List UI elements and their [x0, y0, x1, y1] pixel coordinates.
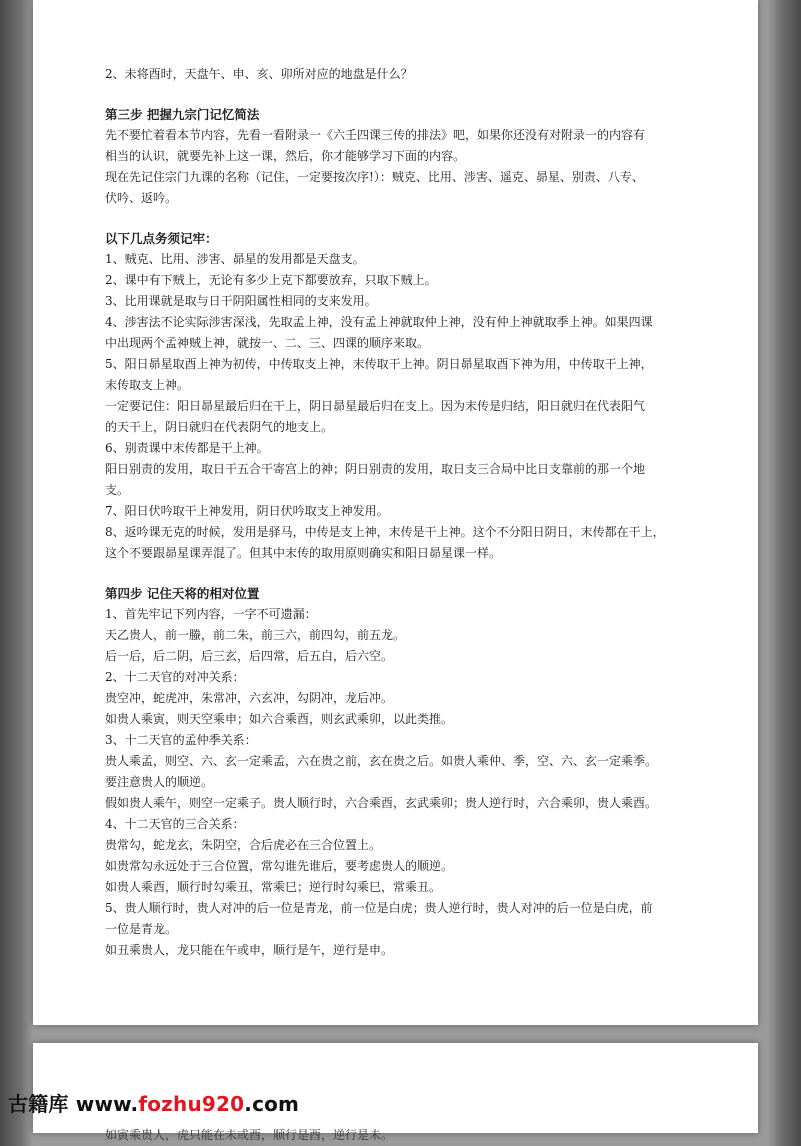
text-line: 相当的认识，就要先补上这一课，然后，你才能够学习下面的内容。 [105, 149, 466, 163]
page-content [105, 64, 695, 961]
text-line: 4、十二天官的三合关系： [105, 817, 245, 831]
url-suffix: .com [244, 1092, 300, 1116]
text-line: 要注意贵人的顺逆。 [105, 775, 214, 789]
step3-heading: 第三步 把握九宗门记忆简法 [105, 107, 260, 122]
text-line: 5、阳日昴星取酉上神为初传，中传取支上神，末传取干上神。阴日昴星取酉下神为用，中传取干上神， [105, 357, 653, 371]
text-line: 2、课中有下贼上，无论有多少上克下都要放弃，只取下贼上。 [105, 273, 437, 287]
step4-body [105, 604, 695, 961]
text-line: 中出现两个孟神贼上神，就按一、二、三、四课的顺序来取。 [105, 336, 430, 350]
text-line: 贵空冲，蛇虎冲，朱常冲，六玄冲，勾阴冲，龙后冲。 [105, 691, 394, 705]
url-accent: fozhu920 [138, 1092, 245, 1116]
text-line: 1、首先牢记下列内容，一字不可遗漏： [105, 607, 317, 621]
text-line: 7、阳日伏吟取干上神发用，阴日伏吟取支上神发用。 [105, 504, 389, 518]
watermark-brand: 古籍库 [8, 1092, 69, 1116]
text-line: 的天干上，阴日就归在代表阴气的地支上。 [105, 420, 334, 434]
text-line: 如贵常勾永远处于三合位置，常勾谁先谁后，要考虑贵人的顺逆。 [105, 859, 454, 873]
text-line: 伏吟、返吟。 [105, 191, 178, 205]
text-line: 贵人乘孟，则空、六、玄一定乘孟，六在贵之前，玄在贵之后。如贵人乘仲、季，空、六、玄一定乘季。 [105, 754, 658, 768]
text-line: 支。 [105, 483, 130, 497]
points-body [105, 249, 695, 564]
text-line: 先不要忙着看本节内容，先看一看附录一《六壬四课三传的排法》吧，如果你还没有对附录一的内容有 [105, 128, 646, 142]
text-line: 2、十二天官的对冲关系： [105, 670, 245, 684]
step3-body [105, 125, 695, 209]
text-line: 如贵人乘酉，顺行时勾乘丑，常乘巳；逆行时勾乘巳，常乘丑。 [105, 880, 442, 894]
text-line: 3、比用课就是取与日干阴阳属性相同的支来发用。 [105, 294, 377, 308]
text-line: 3、十二天官的孟仲季关系： [105, 733, 257, 747]
url-prefix: www. [75, 1092, 139, 1116]
question-2: 2、未将酉时，天盘午、申、亥、卯所对应的地盘是什么？ [105, 67, 413, 81]
text-line: 天乙贵人，前一螣，前二朱，前三六，前四勾，前五龙。 [105, 628, 406, 642]
text-line: 如贵人乘寅，则天空乘申；如六合乘酉，则玄武乘卯，以此类推。 [105, 712, 454, 726]
watermark-url [76, 1092, 299, 1116]
text-line: 4、涉害法不论实际涉害深浅，先取孟上神，没有孟上神就取仲上神，没有仲上神就取季上神。如果四课 [105, 315, 653, 329]
document-page-1 [33, 0, 758, 1025]
text-line: 贵常勾，蛇龙玄，朱阴空，合后虎必在三合位置上。 [105, 838, 382, 852]
text-line: 假如贵人乘午，则空一定乘子。贵人顺行时，六合乘酉，玄武乘卯；贵人逆行时，六合乘卯，贵人乘酉。 [105, 796, 658, 810]
text-line: 一定要记住：阳日昴星最后归在干上，阴日昴星最后归在支上。因为末传是归结，阳日就归在代表阳气 [105, 399, 646, 413]
text-line: 阳日别责的发用，取日干五合干寄宫上的神；阴日别责的发用，取日支三合局中比日支靠前的那一个地 [105, 462, 646, 476]
text-line: 8、返吟课无克的时候，发用是驿马，中传是支上神，末传是干上神。这个不分阳日阴日，末传都在干上， [105, 525, 665, 539]
site-watermark [8, 1088, 299, 1117]
text-line: 后一后，后二阴，后三玄，后四常，后五白，后六空。 [105, 649, 394, 663]
text-line: 6、别责课中末传都是干上神。 [105, 441, 269, 455]
text-line: 末传取支上神。 [105, 378, 190, 392]
text-line: 如丑乘贵人，龙只能在午或申，顺行是午，逆行是申。 [105, 943, 394, 957]
text-line: 5、贵人顺行时，贵人对冲的后一位是青龙，前一位是白虎；贵人逆行时，贵人对冲的后一位是白虎，前 [105, 901, 653, 915]
text-line: 这个不要跟昴星课弄混了。但其中末传的取用原则确实和阳日昴星课一样。 [105, 546, 502, 560]
text-line: 一位是青龙。 [105, 922, 178, 936]
step4-heading: 第四步 记住天将的相对位置 [105, 586, 260, 601]
text-line: 1、贼克、比用、涉害、昴星的发用都是天盘支。 [105, 252, 365, 266]
points-heading: 以下几点务须记牢： [105, 231, 218, 246]
text-line: 现在先记住宗门九课的名称（记住，一定要按次序!）：贼克、比用、涉害、遥克、昴星、别责、八专、 [105, 170, 644, 184]
partial-text-line: 如寅乘贵人，虎只能在未或酉，顺行是酉，逆行是未。 [105, 1128, 394, 1142]
